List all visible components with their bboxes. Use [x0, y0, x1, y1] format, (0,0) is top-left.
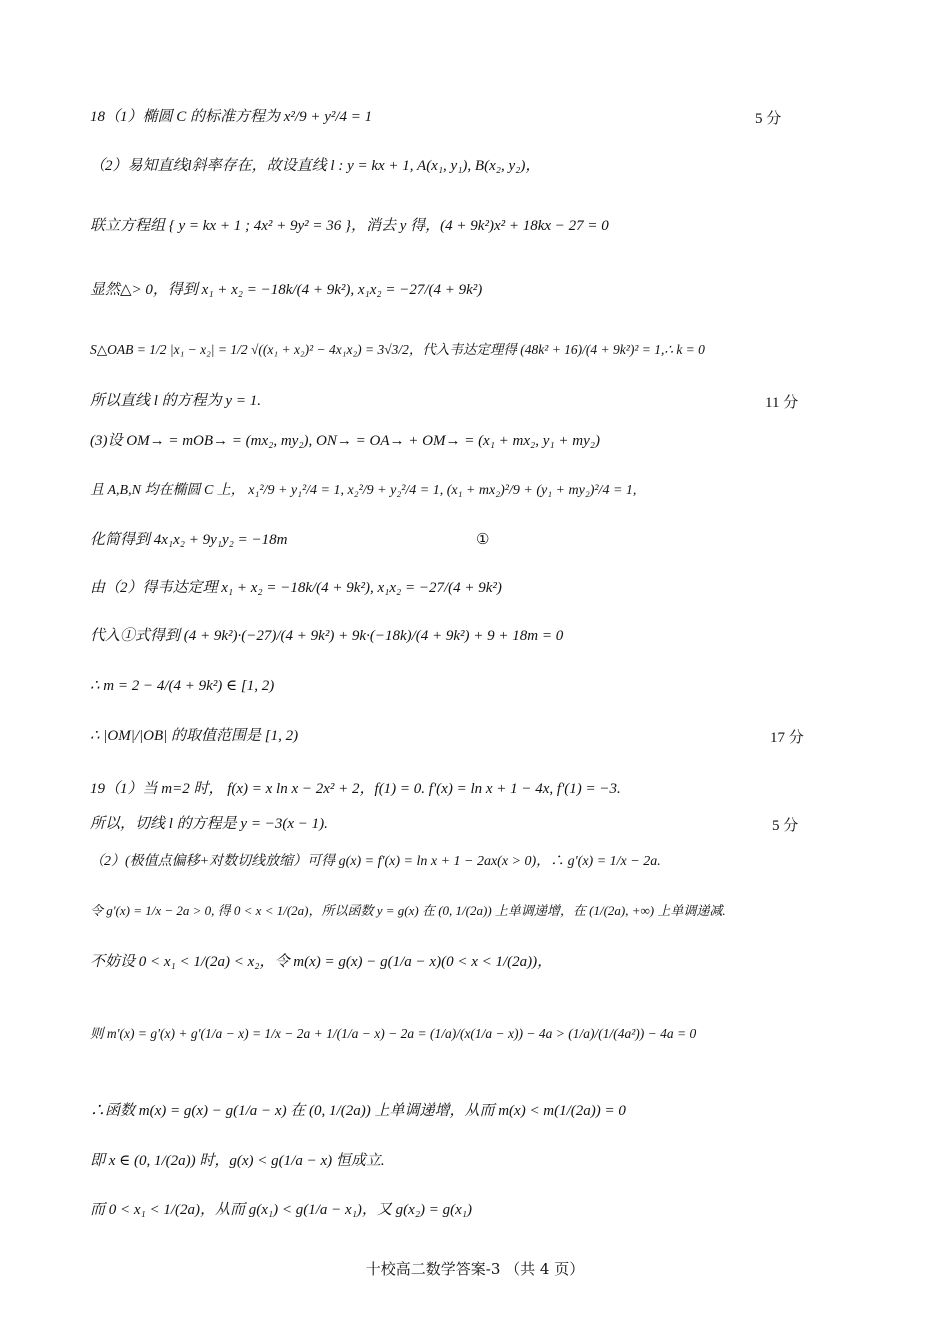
- solution-line: 联立方程组 { y = kx + 1 ; 4x² + 9y² = 36 }，消去 y 得，(4 + 9k²)x² + 18kx − 27 = 0: [90, 218, 609, 234]
- solution-line: 所以，切线 l 的方程是 y = −3(x − 1).: [90, 816, 328, 832]
- score-label: 11 分: [765, 395, 799, 411]
- score-label: 17 分: [770, 730, 804, 746]
- solution-line: (3)设 OM→ = mOB→ = (mx₂, my₂), ON→ = OA→ + OM→ = (x₁ + mx₂, y₁ + my₂): [90, 433, 600, 449]
- solution-line: 由（2）得韦达定理 x₁ + x₂ = −18k/(4 + 9k²), x₁x₂ = −27/(4 + 9k²): [90, 580, 502, 596]
- solution-line: S△OAB = 1/2 |x₁ − x₂| = 1/2 √((x₁ + x₂)² − 4x₁x₂) = 3√3/2，代入韦达定理得 (48k² + 16)/(4 + 9k²)² = 1,∴ k = 0: [90, 342, 705, 357]
- solution-line: 不妨设 0 < x₁ < 1/(2a) < x₂，令 m(x) = g(x) − g(1/a − x)(0 < x < 1/(2a))，: [90, 954, 553, 970]
- solution-line: ∴ |OM|/|OB| 的取值范围是 [1, 2): [90, 728, 299, 744]
- solution-line: 19（1）当 m=2 时， f(x) = x ln x − 2x² + 2，f(1) = 0. f'(x) = ln x + 1 − 4x, f'(1) = −3.: [90, 781, 621, 797]
- solution-line: 代入①式得到 (4 + 9k²)·(−27)/(4 + 9k²) + 9k·(−18k)/(4 + 9k²) + 9 + 18m = 0: [90, 628, 564, 644]
- solution-line: 令 g'(x) = 1/x − 2a > 0, 得 0 < x < 1/(2a)，所以函数 y = g(x) 在 (0, 1/(2a)) 上单调递增，在 (1/(2a), +∞) 上单调递减.: [90, 903, 726, 918]
- score-label: 5 分: [755, 111, 782, 127]
- solution-line: （2）(极值点偏移+对数切线放缩）可得 g(x) = f'(x) = ln x + 1 − 2ax(x > 0)，∴ g'(x) = 1/x − 2a.: [90, 854, 661, 869]
- solution-line: 而 0 < x₁ < 1/(2a)，从而 g(x₁) < g(1/a − x₁)，又 g(x₂) = g(x₁): [90, 1202, 473, 1218]
- solution-line: 化简得到 4x₁x₂ + 9y₁y₂ = −18m: [90, 532, 288, 548]
- page-footer: 十校高二数学答案-3 （共 4 页）: [365, 1260, 585, 1278]
- solution-line: 18（1）椭圆 C 的标准方程为 x²/9 + y²/4 = 1: [90, 109, 373, 125]
- solution-line: （2）易知直线l斜率存在，故设直线 l : y = kx + 1, A(x₁, y₁), B(x₂, y₂)，: [90, 158, 541, 174]
- solution-line: ∴函数 m(x) = g(x) − g(1/a − x) 在 (0, 1/(2a)) 上单调递增，从而 m(x) < m(1/(2a)) = 0: [90, 1103, 626, 1119]
- solution-line: 显然△> 0，得到 x₁ + x₂ = −18k/(4 + 9k²), x₁x₂ = −27/(4 + 9k²): [90, 282, 483, 298]
- solution-line: 且 A,B,N 均在椭圆 C 上， x₁²/9 + y₁²/4 = 1, x₂²/9 + y₂²/4 = 1, (x₁ + mx₂)²/9 + (y₁ + my₂)²/4 = 1,: [90, 483, 637, 498]
- solution-line: ∴ m = 2 − 4/(4 + 9k²) ∈ [1, 2): [90, 678, 275, 694]
- score-label: 5 分: [772, 818, 799, 834]
- solution-line: 即 x ∈ (0, 1/(2a)) 时，g(x) < g(1/a − x) 恒成立.: [90, 1153, 385, 1169]
- equation-marker: ①: [476, 532, 490, 548]
- solution-line: 则 m'(x) = g'(x) + g'(1/a − x) = 1/x − 2a + 1/(1/a − x) − 2a = (1/a)/(x(1/a − x)) − 4a > (1/a)/(1/(4a²)) − 4a = 0: [90, 1026, 697, 1041]
- solution-line: 所以直线 l 的方程为 y = 1.: [90, 393, 261, 409]
